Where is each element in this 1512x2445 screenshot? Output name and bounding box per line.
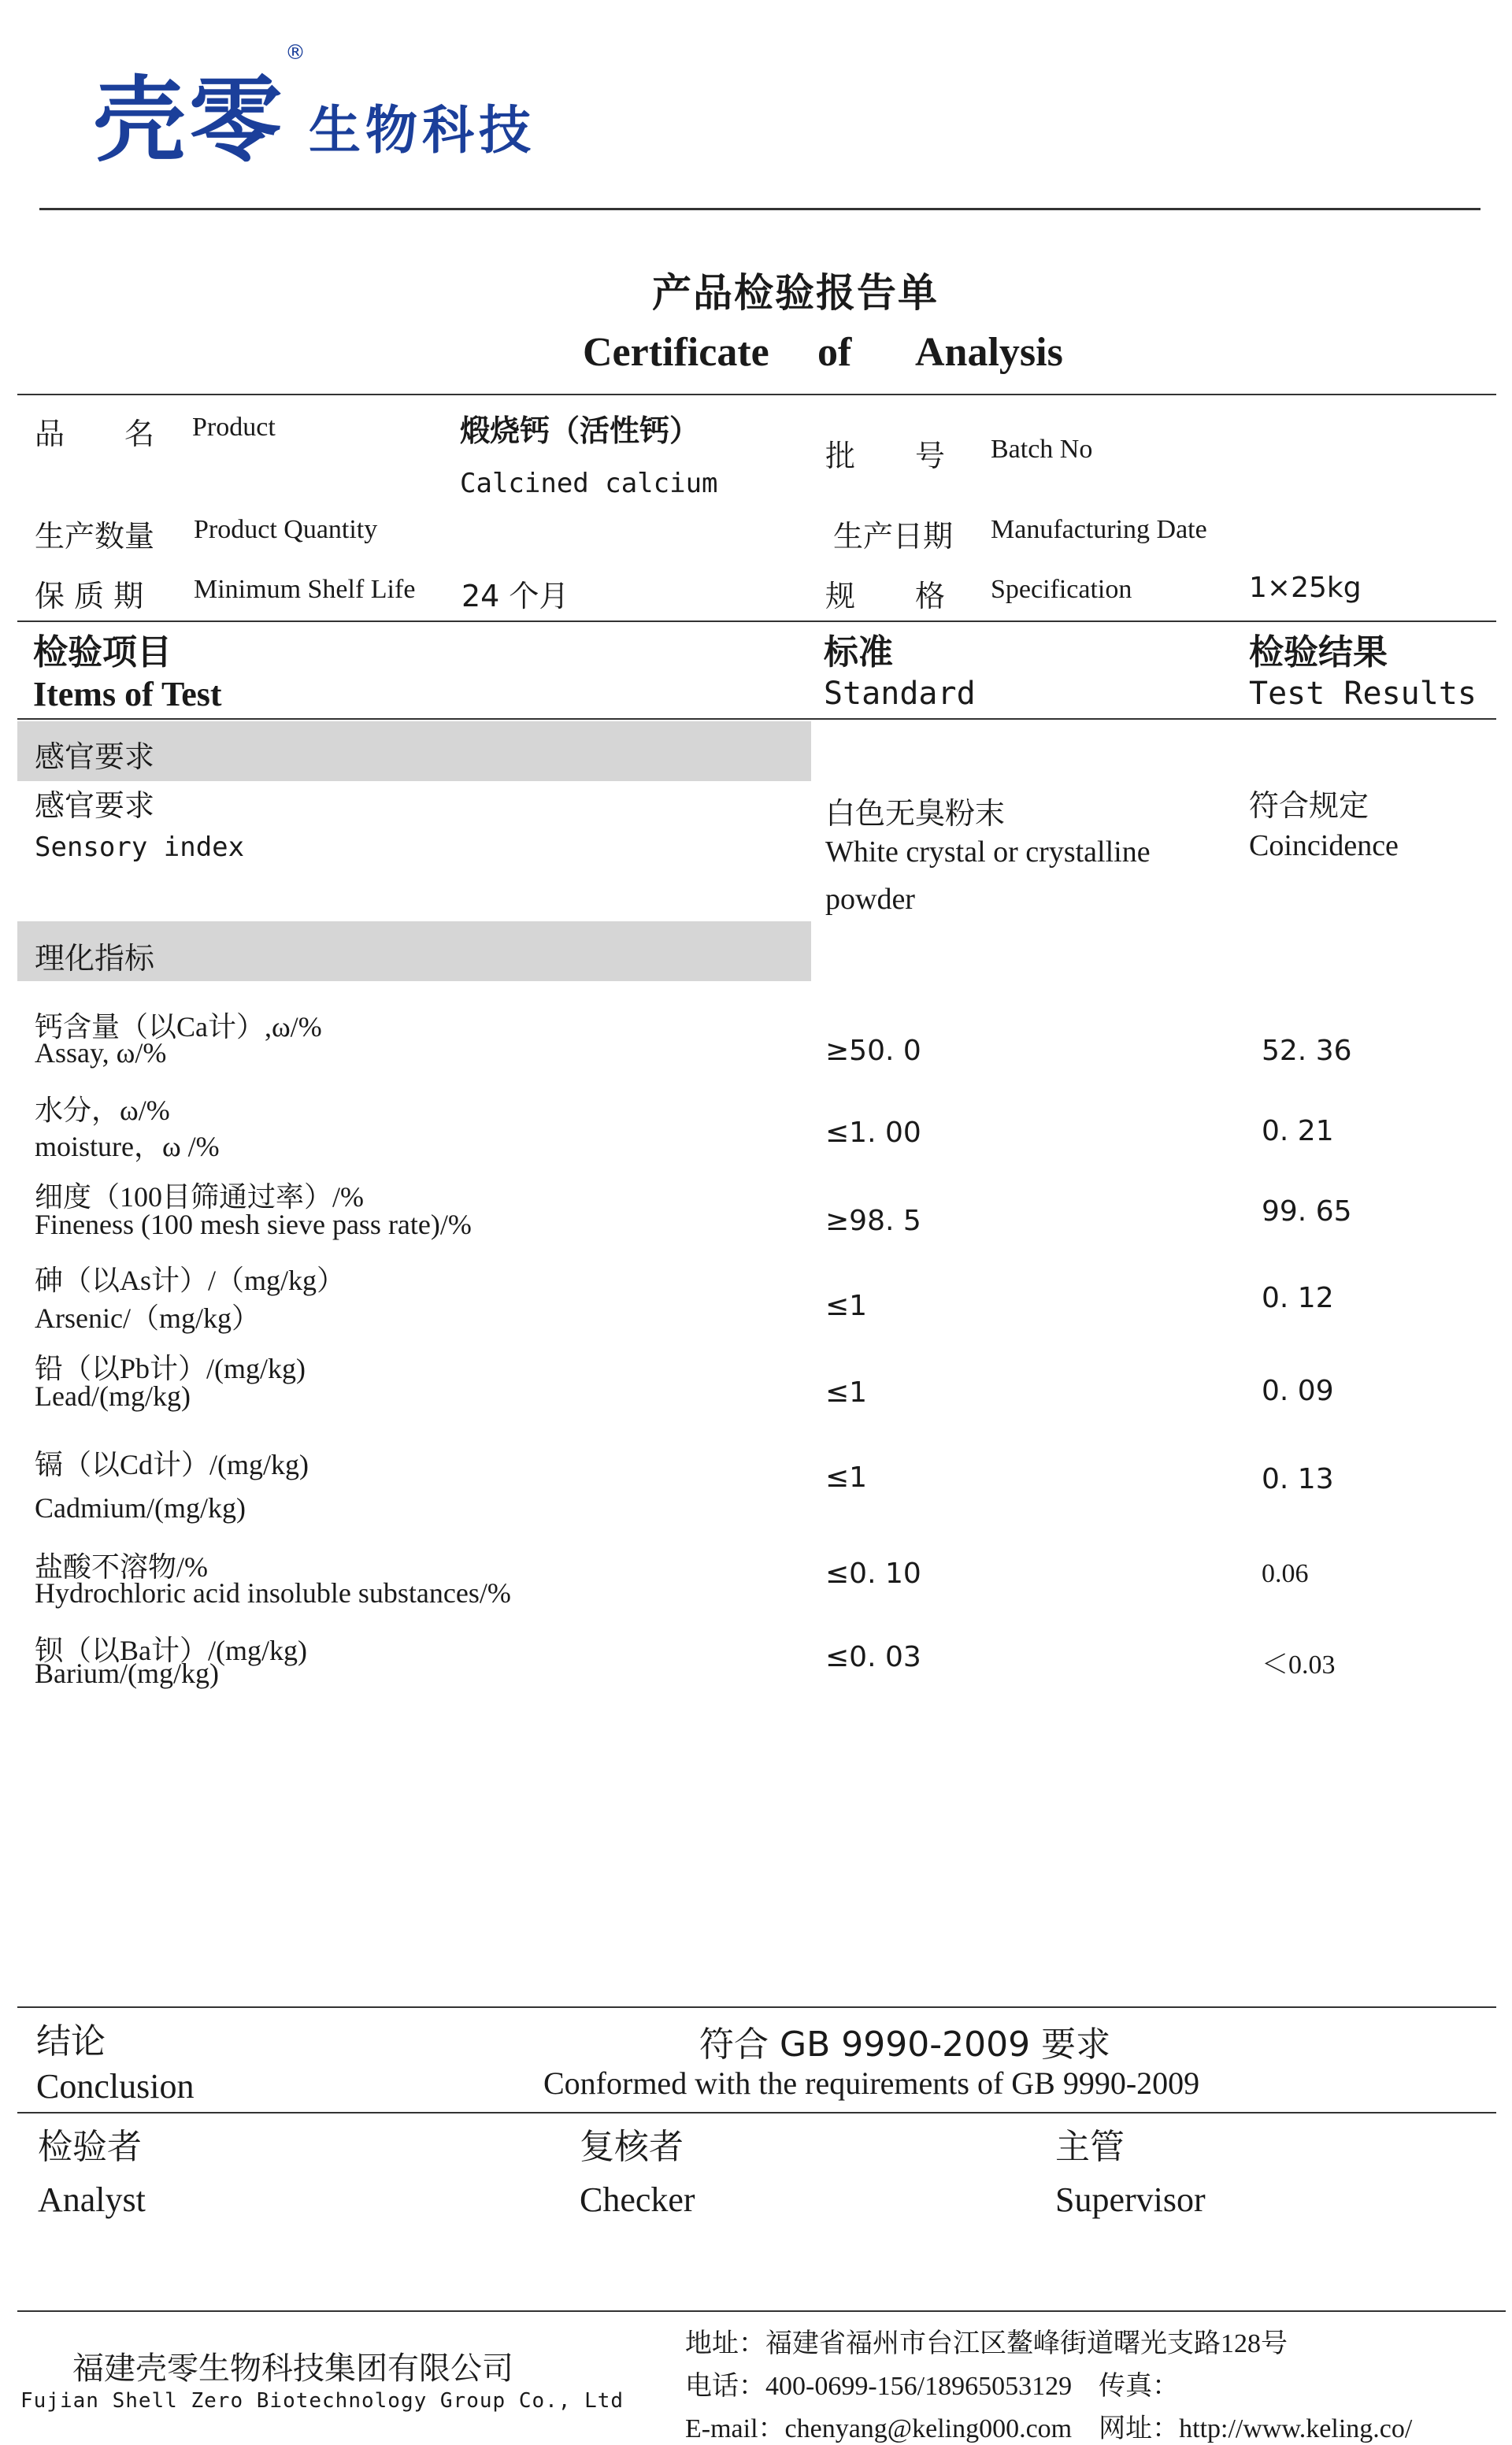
product-label-cn: 品 名 xyxy=(35,417,155,451)
header-results-en: Test Results xyxy=(1249,676,1477,712)
conclusion-bottom-line xyxy=(17,2112,1496,2113)
test-item-en: Arsenic/（mg/kg） xyxy=(35,1302,260,1334)
test-result: 0. 13 xyxy=(1262,1463,1334,1495)
test-standard: ≤1 xyxy=(825,1461,868,1494)
batch-label-en: Batch No xyxy=(991,435,1093,464)
shelf-value: 24 个月 xyxy=(461,579,569,613)
sensory-item-cn: 感官要求 xyxy=(35,788,155,823)
test-standard: ≤0. 10 xyxy=(825,1558,921,1590)
test-item-en: Hydrochloric acid insoluble substances/% xyxy=(35,1577,511,1609)
sensory-standard-en-1: White crystal or crystalline xyxy=(825,835,1151,869)
registered-mark: ® xyxy=(285,41,306,65)
checker-label-en: Checker xyxy=(580,2180,695,2219)
conclusion-top-line xyxy=(17,2006,1496,2008)
footer-company-cn: 福建壳零生物科技集团有限公司 xyxy=(72,2351,513,2387)
mfg-label-en: Manufacturing Date xyxy=(991,515,1207,544)
analyst-label-en: Analyst xyxy=(38,2180,146,2219)
test-item-cn: 钙含量（以Ca计）,ω/% xyxy=(35,1011,322,1043)
test-standard: ≥98. 5 xyxy=(825,1205,921,1237)
logo-main: 壳零 xyxy=(93,65,286,175)
test-item-cn: 镉（以Cd计）/(mg/kg) xyxy=(35,1449,309,1480)
shelf-label-en: Minimum Shelf Life xyxy=(194,575,416,604)
test-result: 52. 36 xyxy=(1262,1035,1352,1067)
footer-address: 地址：福建省福州市台江区鳌峰街道曙光支路128号 xyxy=(685,2329,1288,2358)
quantity-label-cn: 生产数量 xyxy=(35,519,155,554)
conclusion-value-cn: 符合 GB 9990-2009 要求 xyxy=(699,2025,1111,2065)
test-item-en: Barium/(mg/kg) xyxy=(35,1658,219,1689)
test-result: 0. 21 xyxy=(1262,1115,1334,1147)
product-value-cn: 煅烧钙（活性钙） xyxy=(460,413,700,448)
test-item-cn: 钡（以Ba计）/(mg/kg) xyxy=(35,1635,307,1666)
title-en-certificate: Certificate xyxy=(583,330,769,375)
test-standard: ≤0. 03 xyxy=(825,1641,921,1673)
header-items-cn: 检验项目 xyxy=(33,632,172,672)
analyst-label-cn: 检验者 xyxy=(38,2127,142,2167)
test-standard: ≤1 xyxy=(825,1376,868,1409)
title-en-analysis: Analysis xyxy=(915,330,1063,375)
test-item-cn: 铅（以Pb计）/(mg/kg) xyxy=(35,1353,306,1384)
test-result: 0. 12 xyxy=(1262,1282,1334,1314)
footer-divider xyxy=(17,2310,1506,2312)
sensory-item-en: Sensory index xyxy=(35,832,245,863)
info-bottom-line xyxy=(17,621,1496,622)
test-item-en: Fineness (100 mesh sieve pass rate)/% xyxy=(35,1209,472,1240)
title-cn: 产品检验报告单 xyxy=(652,270,939,316)
test-standard: ≥50. 0 xyxy=(825,1035,921,1067)
checker-label-cn: 复核者 xyxy=(580,2127,684,2167)
test-item-en: moisture，ω /% xyxy=(35,1131,220,1162)
title-en-of: of xyxy=(817,330,852,375)
sensory-standard-cn: 白色无臭粉末 xyxy=(825,796,1006,831)
footer-contact: E-mail：chenyang@keling000.com 网址：http://www.keling.co/ xyxy=(685,2414,1413,2443)
footer-company-en: Fujian Shell Zero Biotechnology Group Co., Ltd xyxy=(20,2389,624,2413)
test-item-cn: 水分，ω/% xyxy=(35,1095,170,1126)
header-standard-en: Standard xyxy=(824,676,976,712)
test-standard: ≤1 xyxy=(825,1290,868,1322)
physchem-section-title: 理化指标 xyxy=(35,941,155,976)
supervisor-label-cn: 主管 xyxy=(1055,2127,1125,2167)
header-results-cn: 检验结果 xyxy=(1249,632,1388,672)
sensory-section-title: 感官要求 xyxy=(35,739,155,774)
test-result: 0. 09 xyxy=(1262,1375,1334,1407)
shelf-label-cn: 保 质 期 xyxy=(35,579,144,613)
logo-sub: 生物科技 xyxy=(309,100,536,161)
product-value-en: Calcined calcium xyxy=(460,468,718,499)
header-items-en: Items of Test xyxy=(33,675,222,713)
test-result: 0.06 xyxy=(1262,1559,1309,1588)
test-item-cn: 盐酸不溶物/% xyxy=(35,1551,208,1583)
table-top-line xyxy=(17,394,1496,395)
conclusion-value-en: Conformed with the requirements of GB 9990-2009 xyxy=(543,2065,1200,2101)
supervisor-label-en: Supervisor xyxy=(1055,2180,1206,2219)
footer-phone: 电话：400-0699-156/18965053129 传真： xyxy=(685,2372,1180,2401)
conclusion-label-en: Conclusion xyxy=(36,2067,195,2106)
test-result: ＜0.03 xyxy=(1262,1650,1336,1680)
test-result: 99. 65 xyxy=(1262,1195,1352,1228)
spec-label-cn: 规 格 xyxy=(825,579,946,613)
conclusion-label-cn: 结论 xyxy=(36,2021,106,2062)
mfg-label-cn: 生产日期 xyxy=(833,519,954,554)
test-item-en: Cadmium/(mg/kg) xyxy=(35,1492,246,1524)
quantity-label-en: Product Quantity xyxy=(194,515,378,544)
header-standard-cn: 标准 xyxy=(824,632,893,672)
test-item-cn: 砷（以As计）/（mg/kg） xyxy=(35,1265,346,1296)
test-item-cn: 细度（100目筛通过率）/% xyxy=(35,1181,364,1213)
sensory-result-en: Coincidence xyxy=(1249,829,1399,862)
spec-value: 1×25kg xyxy=(1249,572,1362,604)
sensory-result-cn: 符合规定 xyxy=(1249,788,1369,823)
header-divider xyxy=(39,208,1480,210)
batch-label-cn: 批 号 xyxy=(825,439,946,473)
headers-bottom-line xyxy=(17,718,1496,720)
spec-label-en: Specification xyxy=(991,575,1132,604)
product-label-en: Product xyxy=(192,413,276,442)
sensory-standard-en-2: powder xyxy=(825,883,915,916)
test-item-en: Lead/(mg/kg) xyxy=(35,1380,191,1412)
test-standard: ≤1. 00 xyxy=(825,1117,921,1149)
test-item-en: Assay, ω/% xyxy=(35,1037,167,1069)
